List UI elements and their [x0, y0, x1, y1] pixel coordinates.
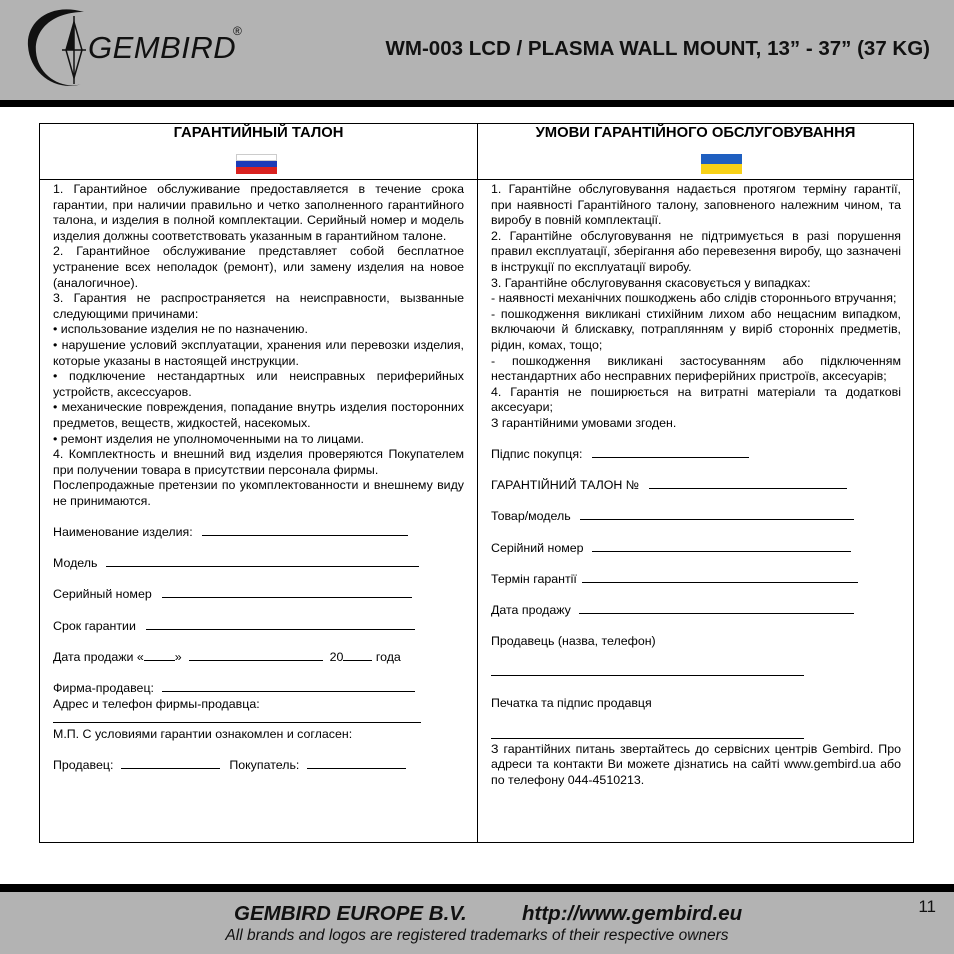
- product-name-field[interactable]: [53, 525, 464, 541]
- field-label: Наименование изделия:: [53, 525, 193, 540]
- sale-date-field[interactable]: Дата продажи « » 20 года: [53, 649, 401, 664]
- warranty-term-field[interactable]: [491, 572, 901, 588]
- dash-item: - пошкодження викликані стихійним лихом або нещасним випадком, включаючи й блискавку, потраплянням у виріб сторонніх предметів, рідин, комах, тощо;: [491, 306, 901, 352]
- column-header: [40, 124, 477, 180]
- bullet-item: • ремонт изделия не уполномоченными на то лицами.: [53, 431, 364, 446]
- footer-band: [0, 892, 954, 954]
- paragraph: 2. Гарантийное обслуживание представляет собой бесплатное устранение всех неполадок (ремонт), или замену изделия на новое (аналогичное).: [53, 244, 464, 290]
- field-label: ГАРАНТІЙНИЙ ТАЛОН №: [491, 478, 640, 493]
- dash-item: - наявності механічних пошкоджень або слідів стороннього втручання;: [491, 291, 897, 306]
- warranty-term-field[interactable]: [53, 619, 464, 635]
- registered-mark: ®: [233, 24, 242, 38]
- paragraph: 4. Гарантія не поширюється на витратні матеріали та додаткові аксесуари;: [491, 384, 901, 415]
- column-title: ГАРАНТИЙНЫЙ ТАЛОН: [173, 125, 344, 141]
- dash-item: - пошкодження викликані застосуванням або підключенням нестандартних або несправних периферійних пристроїв, аксесуарів;: [491, 353, 901, 384]
- field-label: Продавец:: [53, 758, 114, 773]
- column-body: [478, 180, 913, 788]
- field-label: Дата продажи «: [53, 649, 144, 664]
- page-number: 11: [918, 897, 936, 916]
- document-title: WM-003 LCD / PLASMA WALL MOUNT, 13” - 37” (37 KG): [385, 37, 930, 60]
- ukrainian-flag-icon: [701, 154, 742, 174]
- russian-flag-icon: [236, 154, 277, 174]
- paragraph: Послепродажные претензии по укомплектованности и внешнему виду не принимаются.: [53, 478, 464, 508]
- header-band: [0, 0, 954, 100]
- warranty-card-ukrainian: [478, 124, 913, 842]
- model-field[interactable]: [53, 556, 464, 572]
- website-link[interactable]: http://www.gembird.eu: [522, 902, 743, 925]
- field-blank[interactable]: [146, 619, 415, 630]
- paragraph: 3. Гарантійне обслуговування скасовується у випадках:: [491, 275, 811, 290]
- buyer-signature-field[interactable]: [491, 447, 901, 463]
- field-label: Покупатель:: [229, 758, 300, 773]
- field-label: Фирма-продавец:: [53, 681, 154, 695]
- paragraph: 2. Гарантійне обслуговування не підтримується в разі порушення правил експлуатації, зберігання або перевезення виробу, що зазначені в інструкції по експлуатації виробу.: [491, 228, 901, 274]
- field-blank[interactable]: [106, 556, 419, 567]
- column-title: УМОВИ ГАРАНТІЙНОГО ОБСЛУГОВУВАННЯ: [535, 125, 856, 141]
- warranty-table: [39, 123, 914, 843]
- stamp-consent-line: М.П. С условиями гарантии ознакомлен и согласен:: [53, 727, 353, 742]
- field-label: Дата продажу: [491, 603, 571, 618]
- buyer-signature-blank[interactable]: [307, 758, 406, 769]
- field-blank[interactable]: [582, 572, 858, 583]
- stamp-blank[interactable]: [491, 728, 804, 739]
- field-label: Серийный номер: [53, 587, 152, 602]
- product-model-field[interactable]: [491, 509, 901, 525]
- seller-signature-blank[interactable]: [121, 758, 220, 769]
- field-blank[interactable]: [579, 603, 854, 614]
- field-label: Термін гарантії: [491, 571, 577, 586]
- column-header: [478, 124, 913, 180]
- seller-address-label: Адрес и телефон фирмы-продавца:: [53, 696, 260, 711]
- seller-firm-field[interactable]: [53, 681, 464, 697]
- trademark-note: All brands and logos are registered trademarks of their respective owners: [225, 927, 729, 944]
- warranty-card-russian: [40, 124, 478, 842]
- sale-date-field[interactable]: [491, 603, 901, 619]
- company-name: GEMBIRD EUROPE B.V.: [234, 902, 467, 925]
- logo-brand-text: GEMBIRD: [88, 30, 237, 65]
- field-blank[interactable]: [162, 681, 415, 692]
- serial-number-field[interactable]: [491, 541, 901, 557]
- field-label: Товар/модель: [491, 509, 571, 524]
- field-blank[interactable]: [592, 447, 749, 458]
- bullet-item: • механические повреждения, попадание внутрь изделия посторонних предметов, веществ, жидкостей, насекомых.: [53, 400, 464, 430]
- paragraph: 4. Комплектность и внешний вид изделия проверяются Покупателем при получении товара в присутствии персонала фирмы.: [53, 447, 464, 477]
- seller-blank[interactable]: [491, 665, 804, 676]
- field-blank[interactable]: [162, 587, 412, 598]
- signatures-field[interactable]: [53, 758, 464, 774]
- paragraph: 1. Гарантійне обслуговування надається протягом терміну гарантії, при наявності Гарантійного талону, заповненого належним чином, та виробу в повній комплектації.: [491, 182, 901, 228]
- column-body: [40, 180, 477, 774]
- header-divider: [0, 100, 954, 107]
- paragraph: 1. Гарантийное обслуживание предоставляется в течение срока гарантии, при наличии правильно и четко заполненного гарантийного талона, и изделия в полной комплектации. Серийный номер и модель изделия должны соответствовать указанным в гарантийном талоне.: [53, 182, 464, 243]
- gembird-logo: [22, 4, 252, 96]
- year-blank[interactable]: [343, 650, 372, 661]
- day-blank[interactable]: [144, 650, 175, 661]
- bullet-item: • использование изделия не по назначению.: [53, 322, 308, 337]
- address-blank[interactable]: [53, 712, 421, 723]
- field-blank[interactable]: [649, 478, 847, 489]
- field-label: Підпис покупця:: [491, 447, 583, 462]
- field-label: Модель: [53, 556, 98, 571]
- serial-number-field[interactable]: [53, 587, 464, 603]
- seller-label: Продавець (назва, телефон): [491, 634, 656, 649]
- stamp-label: Печатка та підпис продавця: [491, 696, 652, 711]
- paragraph: 3. Гарантия не распространяется на неисправности, вызванные следующими причинами:: [53, 291, 464, 321]
- field-label: Срок гарантии: [53, 618, 136, 633]
- service-contact-paragraph: З гарантійних питань звертайтесь до сервісних центрів Gembird. Про адреси та контакти Ви можете дізнатись на сайті www.gembird.ua або по телефону 044-4510213.: [491, 741, 901, 787]
- footer-divider: [0, 884, 954, 892]
- month-blank[interactable]: [189, 650, 323, 661]
- paragraph: З гарантійними умовами згоден.: [491, 415, 677, 430]
- bullet-item: • подключение нестандартных или неисправных периферийных устройств, аксессуаров.: [53, 369, 464, 399]
- field-label: Серійний номер: [491, 540, 584, 555]
- field-blank[interactable]: [202, 525, 408, 536]
- bullet-item: • нарушение условий эксплуатации, хранения или перевозки изделия, которые указаны в настоящей инструкции.: [53, 337, 464, 368]
- field-blank[interactable]: [580, 509, 854, 520]
- field-blank[interactable]: [592, 541, 851, 552]
- coupon-number-field[interactable]: [491, 478, 901, 494]
